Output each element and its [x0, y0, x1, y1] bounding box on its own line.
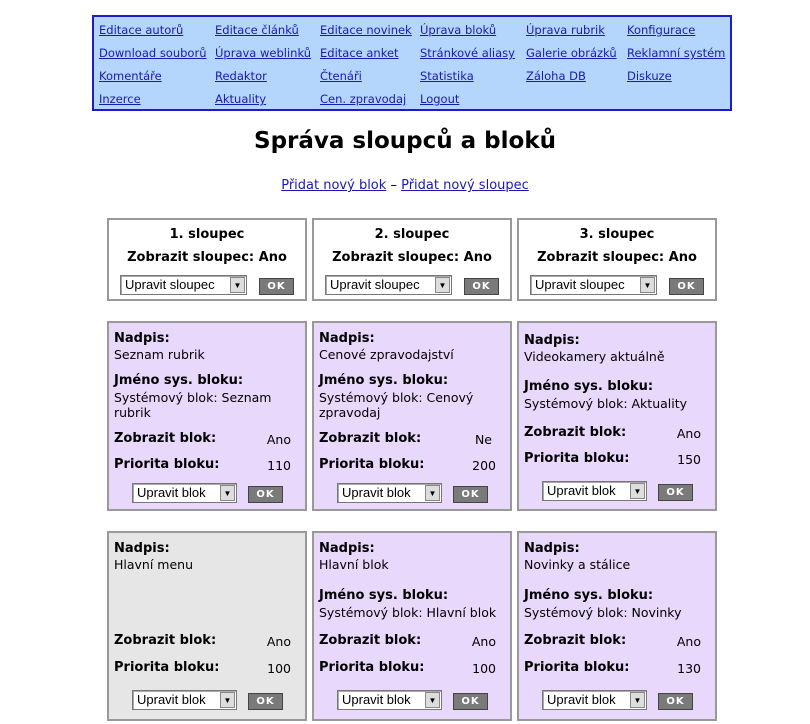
admin-nav-menu: [92, 15, 732, 111]
nadpis-label: Nadpis:: [524, 541, 580, 556]
nav-link-konfigurace[interactable]: Konfigurace: [627, 23, 696, 37]
priority-value: 130: [677, 661, 701, 676]
nav-link-zaloha-db[interactable]: Záloha DB: [526, 69, 586, 83]
sys-name-value: Systémový blok: Cenový zpravodaj: [319, 390, 474, 420]
ok-button[interactable]: OK: [453, 693, 488, 710]
nav-link-logout[interactable]: Logout: [420, 92, 460, 106]
block-card-novinky: [517, 531, 717, 721]
chevron-down-icon: ▼: [220, 692, 235, 708]
ok-button[interactable]: OK: [658, 693, 693, 710]
chevron-down-icon: ▼: [425, 692, 440, 708]
nav-link-editace-clanku[interactable]: Editace článků: [215, 23, 299, 37]
edit-column-select[interactable]: [325, 275, 452, 295]
show-block-value: Ano: [471, 634, 496, 649]
select-value: Upravit blok: [547, 692, 616, 707]
nav-link-uprava-rubrik[interactable]: Úprava rubrik: [526, 23, 605, 37]
nadpis-label: Nadpis:: [524, 333, 580, 348]
chevron-down-icon: ▼: [630, 483, 645, 499]
nav-link-aktuality[interactable]: Aktuality: [215, 92, 267, 106]
sys-name-value: Systémový blok: Seznam rubrik: [114, 390, 272, 420]
chevron-down-icon: ▼: [630, 692, 645, 708]
ok-button[interactable]: OK: [658, 484, 693, 501]
nav-link-strankove-aliasy[interactable]: Stránkové aliasy: [420, 46, 515, 60]
select-value: Upravit blok: [547, 483, 616, 498]
nav-link-uprava-weblinku[interactable]: Úprava weblinků: [215, 46, 312, 60]
edit-block-select[interactable]: [542, 690, 647, 710]
nadpis-value: Videokamery aktuálně: [524, 349, 665, 364]
select-value: Upravit blok: [342, 485, 411, 500]
nadpis-value: Hlavní blok: [319, 557, 389, 572]
edit-block-select[interactable]: [337, 483, 442, 503]
column-box-3: [517, 218, 717, 301]
priority-label: Priorita bloku:: [319, 457, 425, 472]
add-links: [0, 178, 810, 193]
show-block-label: Zobrazit blok:: [319, 633, 422, 648]
show-block-value: Ne: [474, 432, 492, 447]
sys-name-label: Jméno sys. bloku:: [114, 373, 244, 388]
edit-column-select[interactable]: [530, 275, 657, 295]
select-value: Upravit sloupec: [535, 277, 625, 292]
ok-button[interactable]: OK: [464, 278, 499, 295]
column-visibility: Zobrazit sloupec: Ano: [332, 250, 492, 265]
nadpis-value: Hlavní menu: [114, 557, 194, 572]
sys-name-value: Systémový blok: Aktuality: [524, 396, 688, 411]
link-separator: –: [390, 178, 397, 193]
block-card-seznam-rubrik: [107, 321, 307, 511]
edit-block-select[interactable]: [337, 690, 442, 710]
sys-name-label: Jméno sys. bloku:: [319, 373, 449, 388]
nadpis-label: Nadpis:: [319, 331, 375, 346]
block-card-hlavni-blok: [312, 531, 512, 721]
show-block-label: Zobrazit blok:: [319, 431, 422, 446]
column-title: 3. sloupec: [579, 227, 655, 242]
ok-button[interactable]: OK: [259, 278, 294, 295]
sys-name-label: Jméno sys. bloku:: [319, 588, 449, 603]
show-block-label: Zobrazit blok:: [524, 425, 627, 440]
nadpis-value: Novinky a stálice: [524, 557, 631, 572]
column-visibility: Zobrazit sloupec: Ano: [127, 250, 287, 265]
priority-value: 100: [472, 661, 496, 676]
ok-button[interactable]: OK: [248, 486, 283, 503]
sys-name-value: Systémový blok: Hlavní blok: [319, 605, 497, 620]
nav-link-galerie-obrazku[interactable]: Galerie obrázků: [526, 46, 617, 60]
priority-label: Priorita bloku:: [524, 451, 630, 466]
edit-block-select[interactable]: [132, 483, 237, 503]
show-block-value: Ano: [676, 426, 701, 441]
priority-label: Priorita bloku:: [524, 660, 630, 675]
chevron-down-icon: ▼: [425, 485, 440, 501]
nav-link-uprava-bloku[interactable]: Úprava bloků: [420, 23, 497, 37]
edit-block-select[interactable]: [132, 690, 237, 710]
select-value: Upravit sloupec: [330, 277, 420, 292]
page-title: Správa sloupců a bloků: [254, 128, 556, 154]
select-value: Upravit sloupec: [125, 277, 215, 292]
add-block-link[interactable]: Přidat nový blok: [281, 178, 387, 193]
add-column-link[interactable]: Přidat nový sloupec: [401, 178, 529, 193]
nadpis-label: Nadpis:: [319, 541, 375, 556]
nav-link-komentare[interactable]: Komentáře: [99, 69, 162, 83]
nadpis-value: Cenové zpravodajství: [319, 347, 454, 362]
priority-value: 200: [472, 458, 496, 473]
ok-button[interactable]: OK: [248, 693, 283, 710]
show-block-value: Ano: [266, 634, 291, 649]
nav-link-cen-zpravodaj[interactable]: Cen. zpravodaj: [320, 92, 407, 106]
edit-block-select[interactable]: [542, 481, 647, 501]
nav-link-inzerce[interactable]: Inzerce: [99, 92, 141, 106]
select-value: Upravit blok: [342, 692, 411, 707]
priority-label: Priorita bloku:: [319, 660, 425, 675]
nav-link-ctenari[interactable]: Čtenáři: [320, 69, 362, 83]
priority-label: Priorita bloku:: [114, 457, 220, 472]
show-block-value: Ano: [676, 634, 701, 649]
nav-link-editace-anket[interactable]: Editace anket: [320, 46, 399, 60]
edit-column-select[interactable]: [120, 275, 247, 295]
nav-link-statistika[interactable]: Statistika: [420, 69, 474, 83]
show-block-label: Zobrazit blok:: [114, 431, 217, 446]
select-value: Upravit blok: [137, 692, 206, 707]
column-title: 1. sloupec: [169, 227, 245, 242]
priority-value: 110: [267, 458, 291, 473]
select-value: Upravit blok: [137, 485, 206, 500]
nav-link-editace-novinek[interactable]: Editace novinek: [320, 23, 412, 37]
nav-link-diskuze[interactable]: Diskuze: [627, 69, 672, 83]
priority-value: 100: [267, 661, 291, 676]
chevron-down-icon: ▼: [220, 485, 235, 501]
show-block-label: Zobrazit blok:: [114, 633, 217, 648]
sys-name-value: Systémový blok: Novinky: [524, 605, 682, 620]
show-block-label: Zobrazit blok:: [524, 633, 627, 648]
nadpis-label: Nadpis:: [114, 331, 170, 346]
show-block-value: Ano: [266, 432, 291, 447]
nadpis-value: Seznam rubrik: [114, 347, 205, 362]
column-visibility: Zobrazit sloupec: Ano: [537, 250, 697, 265]
column-box-2: [312, 218, 512, 301]
ok-button[interactable]: OK: [453, 486, 488, 503]
chevron-down-icon: ▼: [640, 277, 655, 293]
block-card-videokamery: [517, 321, 717, 511]
block-card-cenove-zpravodajstvi: [312, 321, 512, 511]
sys-name-label: Jméno sys. bloku:: [524, 379, 654, 394]
nav-link-redaktor[interactable]: Redaktor: [215, 69, 267, 83]
sys-name-label: Jméno sys. bloku:: [524, 588, 654, 603]
nav-link-download-souboru[interactable]: Download souborů: [99, 46, 207, 60]
column-title: 2. sloupec: [374, 227, 450, 242]
nav-link-reklamni-system[interactable]: Reklamní systém: [627, 46, 726, 60]
column-box-1: [107, 218, 307, 301]
chevron-down-icon: ▼: [230, 277, 245, 293]
priority-value: 150: [677, 452, 701, 467]
priority-label: Priorita bloku:: [114, 660, 220, 675]
block-card-hlavni-menu: [107, 531, 307, 721]
chevron-down-icon: ▼: [435, 277, 450, 293]
nadpis-label: Nadpis:: [114, 541, 170, 556]
ok-button[interactable]: OK: [669, 278, 704, 295]
nav-link-editace-autoru[interactable]: Editace autorů: [99, 23, 184, 37]
